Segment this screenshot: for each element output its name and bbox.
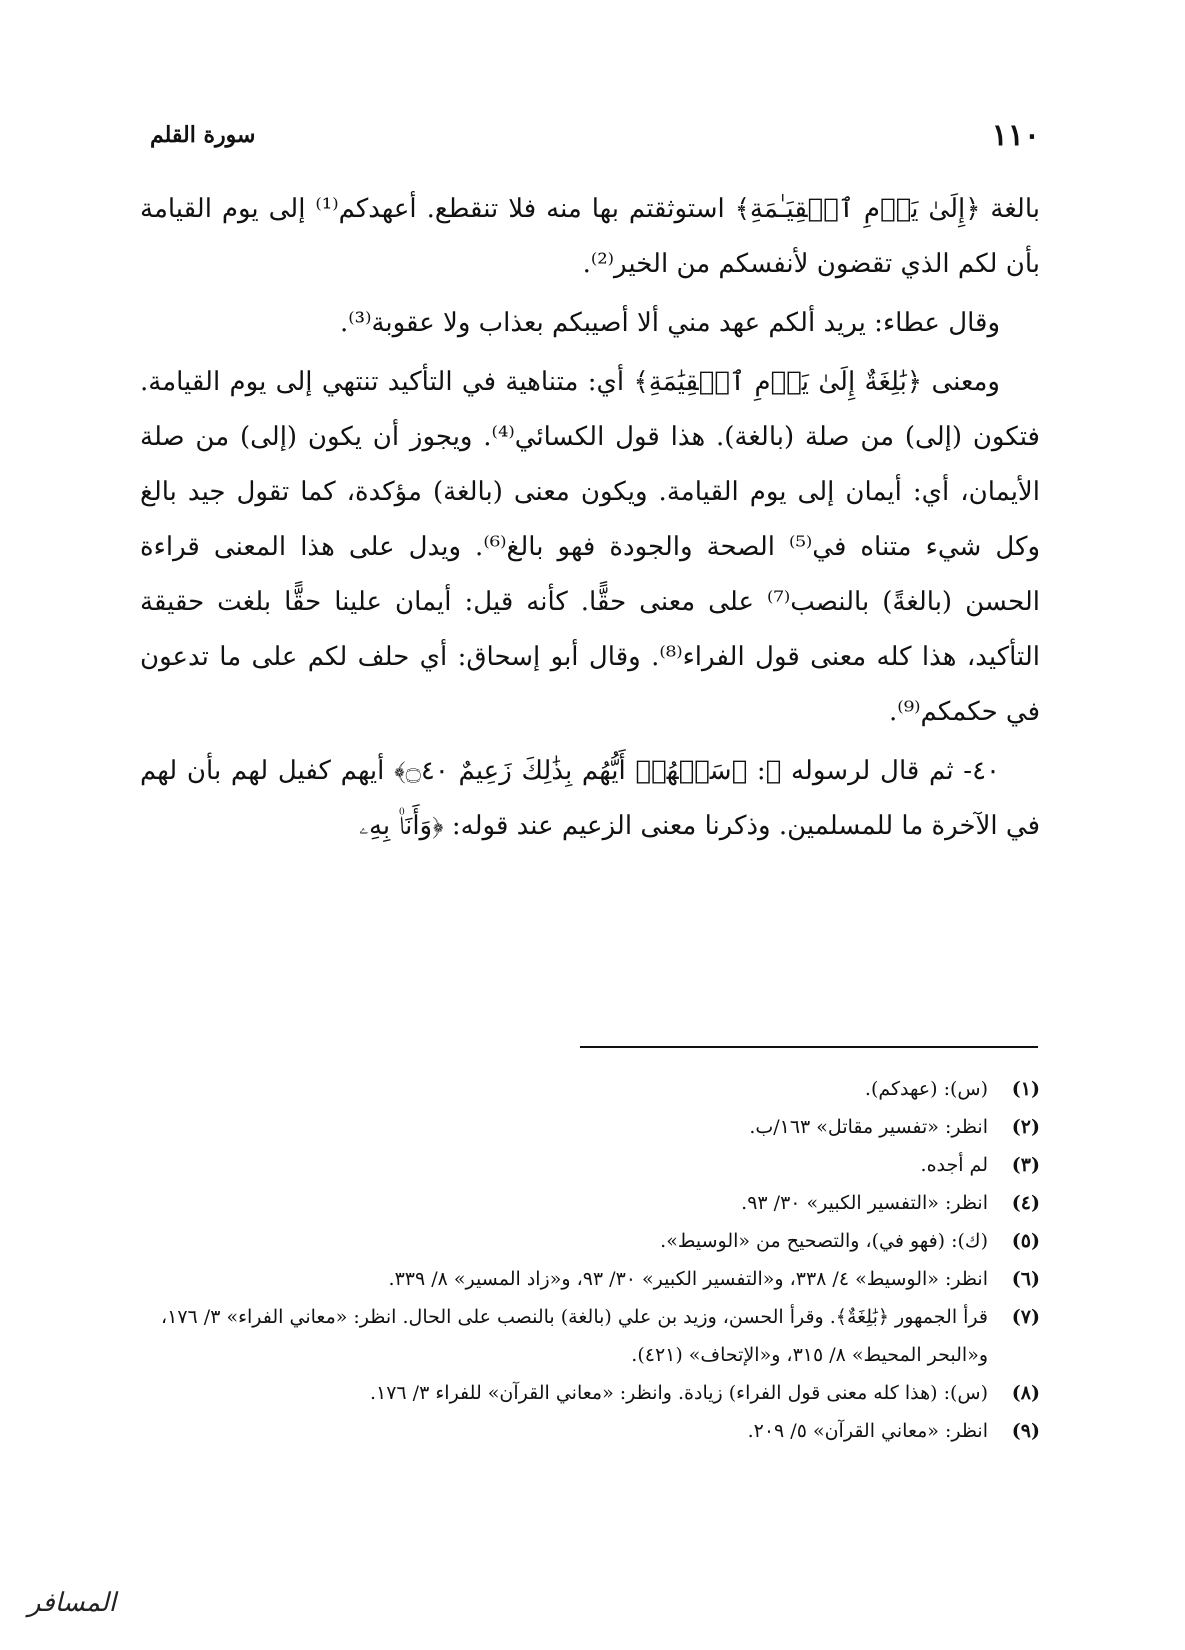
footnote-item: [140, 1298, 1040, 1374]
footnote-text: (س): (هذا كله معنى قول الفراء) زيادة. وانظر: «معاني القرآن» للفراء ٣/ ١٧٦.: [369, 1382, 988, 1404]
footnote-number: (٢): [1011, 1116, 1040, 1138]
footnote-number: (١): [1011, 1078, 1040, 1100]
footnote-number: (٦): [1011, 1268, 1040, 1290]
footnote-text: (س): (عهدكم).: [864, 1078, 988, 1100]
footnote-number: (٨): [1011, 1382, 1040, 1404]
footnote-text: (ك): (فهو في)، والتصحيح من «الوسيط».: [660, 1230, 988, 1252]
footnote-item: [140, 1070, 1040, 1108]
footnote-item: [140, 1184, 1040, 1222]
paragraph: وقال عطاء: يريد ألكم عهد مني ألا أصيبكم بعذاب ولا عقوبة⁽³⁾.: [339, 308, 1000, 338]
footnote-item: [140, 1260, 1040, 1298]
footnote-text: انظر: «معاني القرآن» ٥/ ٢٠٩.: [747, 1420, 988, 1442]
footnote-number: (٤): [1011, 1192, 1040, 1214]
footnote-text: قرأ الجمهور ﴿بَٰلِغَةٌ﴾. وقرأ الحسن، وزيد بن علي (بالغة) بالنصب على الحال. انظر: «معاني الفراء» ٣/ ١٧٦، و«البحر المحيط» ٨/ ٣١٥، و«الإتحاف» (٤٢١).: [160, 1306, 988, 1366]
page-number: ١١٠: [991, 118, 1040, 153]
footnote-divider: [580, 1046, 1038, 1048]
paragraph: ٤٠- ثم قال لرسوله ﷺ: ﴿سَلۡهُمۡ أَيُّهُم بِذَٰلِكَ زَعِيمٌ ۝٤٠﴾ أيهم كفيل لهم بأن لهم في الآخرة ما للمسلمين. وذكرنا معنى الزعيم عند قوله: ﴿وَأَنَا۠ بِهِۦ: [140, 756, 1040, 841]
footnote-item: [140, 1412, 1040, 1450]
footnote-text: لم أجده.: [920, 1154, 988, 1176]
footnote-text: انظر: «التفسير الكبير» ٣٠/ ٩٣.: [741, 1192, 988, 1214]
footnote-item: [140, 1146, 1040, 1184]
paragraph: بالغة ﴿إِلَىٰ يَوۡمِ ٱلۡقِيَـٰمَةِ﴾ استوثقتم بها منه فلا تنقطع. أعهدكم⁽¹⁾ إلى يوم القيامة بأن لكم الذي تقضون لأنفسكم من الخير⁽²⁾.: [140, 194, 1040, 279]
publisher-logo: المسافر: [27, 1588, 116, 1618]
page-header: [140, 118, 1040, 158]
footnote-number: (٩): [1011, 1420, 1040, 1442]
footnote-text: انظر: «تفسير مقاتل» ١٦٣/ب.: [749, 1116, 988, 1138]
footnote-number: (٣): [1011, 1154, 1040, 1176]
footnote-item: [140, 1222, 1040, 1260]
footnote-item: [140, 1374, 1040, 1412]
footnote-number: (٥): [1011, 1230, 1040, 1252]
main-text: [140, 182, 1040, 858]
paragraph: ومعنى ﴿بَٰلِغَةٌ إِلَىٰ يَوۡمِ ٱلۡقِيَٰمَةِ﴾ أي: متناهية في التأكيد تنتهي إلى يوم القيامة. فتكون (إلى) من صلة (بالغة). هذا قول الكسائي⁽⁴⁾. ويجوز أن يكون (إلى) من صلة الأيمان، أي: أيمان إلى يوم القيامة. ويكون معنى (بالغة) مؤكدة، كما تقول جيد بالغ وكل شيء متناه في⁽⁵⁾ الصحة والجودة فهو بالغ⁽⁶⁾. ويدل على هذا المعنى قراءة الحسن (بالغةً) بالنصب⁽⁷⁾ على معنى حقًّا. كأنه قيل: أيمان علينا حقًّا بلغت حقيقة التأكيد، هذا كله معنى قول الفراء⁽⁸⁾. وقال أبو إسحاق: أي حلف لكم على ما تدعون في حكمكم⁽⁹⁾.: [140, 367, 1041, 727]
footnotes: [140, 1070, 1040, 1450]
footnote-number: (٧): [1011, 1306, 1040, 1328]
footnote-text: انظر: «الوسيط» ٤/ ٣٣٨، و«التفسير الكبير» ٣٠/ ٩٣، و«زاد المسير» ٨/ ٣٣٩.: [388, 1268, 988, 1290]
footnote-item: [140, 1108, 1040, 1146]
running-title: سورة القلم: [150, 122, 256, 148]
